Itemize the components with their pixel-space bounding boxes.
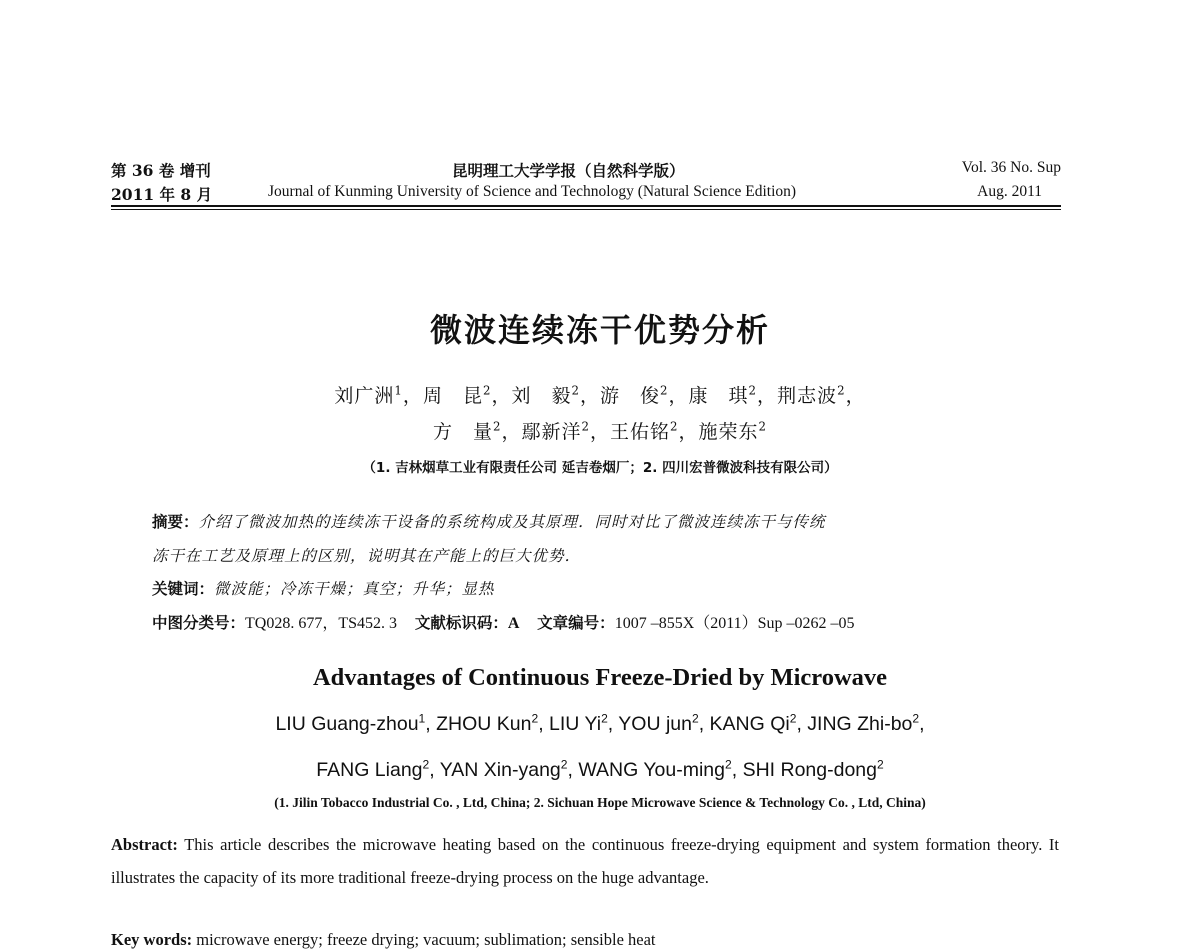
abstract-cn-line1 [152, 510, 826, 532]
date-en: Aug. 2011 [977, 183, 1042, 200]
keywords-en [111, 930, 656, 950]
author-name: 游 俊 [600, 385, 661, 407]
author-separator: ， [845, 385, 866, 407]
author-name: LIU Guang-zhou [275, 713, 419, 735]
author-name: FANG Liang [316, 759, 423, 781]
doc-code-value: A [507, 615, 520, 632]
abstract-en-label: Abstract [111, 835, 173, 854]
volume-en: Vol. 36 No. Sup [961, 159, 1061, 176]
authors-cn-line2 [0, 417, 1200, 444]
title-cn: 微波连续冻干优势分析 [429, 311, 770, 349]
author-name: WANG You-ming [578, 759, 725, 781]
affiliation-mark: 2 [581, 419, 590, 434]
header-rule-thin [111, 209, 1061, 210]
author-name: 荆志波 [777, 385, 838, 407]
author-name: 方 量 [432, 421, 493, 443]
abstract-en-colon: : [172, 835, 178, 854]
author-name: LIU Yi [549, 713, 602, 735]
authors-en-line1 [0, 713, 1200, 736]
author-separator: ， [491, 385, 512, 407]
author-separator: ， [589, 421, 610, 443]
affiliation-mark: 2 [912, 711, 920, 726]
affiliation-mark: 2 [748, 383, 758, 398]
affiliation-mark: 2 [531, 711, 539, 726]
affiliation-mark: 2 [725, 757, 732, 772]
author-name: KANG Qi [709, 713, 790, 735]
affiliation-mark: 2 [691, 711, 699, 726]
keywords-cn-label: 关键词： [152, 580, 215, 598]
affiliation-mark: 2 [422, 757, 430, 772]
author-separator: ， [668, 385, 689, 407]
affiliation-mark: 1 [394, 383, 403, 398]
author-name: 刘 毅 [511, 385, 572, 407]
article-no-label: 文章编号： [537, 614, 615, 632]
affiliation-mark: 1 [418, 711, 426, 726]
author-name: 康 琪 [688, 385, 749, 407]
author-name: YAN Xin-yang [439, 759, 561, 781]
author-separator: , [607, 713, 619, 735]
clc-label: 中图分类号： [152, 614, 246, 632]
affiliation-mark: 2 [670, 419, 679, 434]
author-name: YOU jun [618, 713, 692, 735]
author-separator: , [731, 759, 743, 781]
author-separator: ， [501, 421, 522, 443]
abstract-en [111, 828, 1059, 894]
author-separator: ， [402, 385, 423, 407]
keywords-cn [152, 577, 495, 599]
authors-cn-line1 [0, 381, 1200, 408]
abstract-cn-text1: 介绍了微波加热的连续冻干设备的系统构成及其原理．同时对比了微波连续冻干与传统 [198, 513, 826, 531]
affiliation-mark: 2 [837, 383, 846, 398]
author-name: 周 昆 [422, 385, 483, 407]
author-name: JING Zhi-bo [807, 713, 913, 735]
author-name: 施荣东 [698, 421, 759, 443]
keywords-en-colon: : [186, 930, 193, 949]
journal-title-en: Journal of Kunming University of Science and Technology (Natural Science Edition) [268, 183, 797, 200]
affiliation-mark: 2 [660, 383, 669, 398]
author-separator: , [796, 713, 808, 735]
author-name: 王佑铭 [610, 421, 671, 443]
article-no-value: 1007 –855X（2011）Sup –0262 –05 [614, 615, 855, 632]
affiliation-mark: 2 [560, 757, 568, 772]
title-en: Advantages of Continuous Freeze-Dried by Microwave [312, 664, 888, 691]
affiliation-mark: 2 [876, 757, 884, 772]
author-separator: ， [678, 421, 699, 443]
abstract-en-text: This article describes the microwave heating based on the continuous freeze-drying equipment and system formation theory. It illustrates the capacity of its more traditional freeze-drying process on the huge advantage. [111, 835, 1059, 887]
volume-cn: 第 36 卷 增刊 [111, 161, 211, 180]
affiliation-mark: 2 [789, 711, 797, 726]
affiliation-mark: 2 [492, 419, 502, 434]
author-separator: , [698, 713, 710, 735]
affiliation-mark: 2 [482, 383, 492, 398]
affiliation-mark: 2 [758, 419, 768, 434]
author-separator: ， [757, 385, 778, 407]
abstract-cn-label: 摘要： [152, 513, 199, 531]
classification-line [152, 610, 855, 633]
affiliation-cn: （1. 吉林烟草工业有限责任公司 延吉卷烟厂；2. 四川宏普微波科技有限公司） [362, 460, 838, 476]
author-separator: , [538, 713, 550, 735]
author-separator: , [919, 713, 925, 735]
author-name: SHI Rong-dong [742, 759, 877, 781]
affiliation-mark: 2 [571, 383, 580, 398]
affiliation-mark: 2 [601, 711, 608, 726]
header-rule-thick [111, 205, 1061, 207]
journal-title-cn: 昆明理工大学学报（自然科学版） [452, 162, 685, 180]
authors-en-line2 [0, 759, 1200, 782]
keywords-cn-text: 微波能；冷冻干燥；真空；升华；显热 [214, 580, 495, 598]
author-name: ZHOU Kun [436, 713, 532, 735]
keywords-en-text: microwave energy; freeze drying; vacuum; sublimation; sensible heat [196, 930, 656, 949]
author-separator: , [567, 759, 579, 781]
doc-code-label: 文献标识码： [414, 614, 508, 632]
affiliation-en: (1. Jilin Tobacco Industrial Co. , Ltd, China; 2. Sichuan Hope Microwave Science & Technology Co. , Ltd, China) [274, 795, 926, 810]
date-cn: 2011 年 8 月 [111, 185, 213, 204]
clc-value: TQ028. 677，TS452. 3 [245, 615, 398, 632]
author-separator: , [425, 713, 437, 735]
keywords-en-label: Key words [111, 930, 187, 949]
author-name: 刘广洲 [334, 385, 395, 407]
author-name: 鄢新洋 [521, 421, 582, 443]
abstract-cn-line2: 冻干在工艺及原理上的区别，说明其在产能上的巨大优势． [152, 547, 582, 565]
author-separator: ， [579, 385, 600, 407]
author-separator: , [429, 759, 440, 781]
